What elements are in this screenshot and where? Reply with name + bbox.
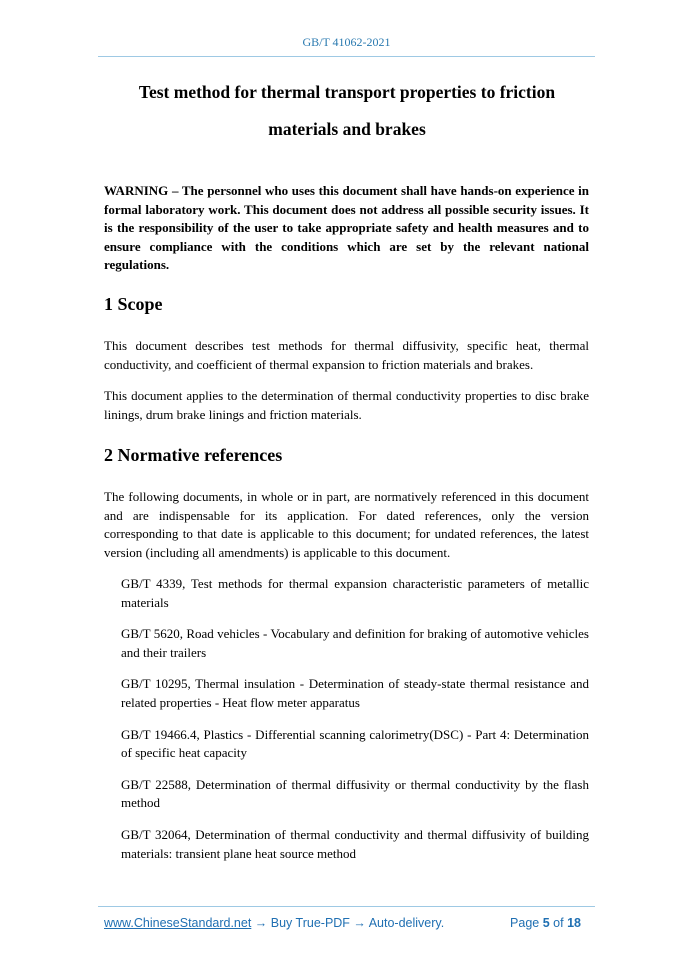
section-heading-scope: 1 Scope — [104, 294, 163, 314]
page-indicator — [510, 916, 581, 930]
page-label: Page — [510, 916, 540, 930]
reference-item: GB/T 22588, Determination of thermal diffusivity or thermal conductivity by the flash method — [121, 776, 589, 811]
reference-item: GB/T 5620, Road vehicles - Vocabulary and definition for braking of automotive vehicles and their trailers — [121, 626, 589, 660]
page-of-label: of — [553, 916, 564, 930]
page-footer — [104, 916, 589, 934]
footer-promo-text: → Buy True-PDF → Auto-delivery. — [251, 916, 445, 930]
reference-item: GB/T 19466.4, Plastics - Differential scanning calorimetry(DSC) - Part 4: Determination of specific heat capacity — [121, 726, 589, 761]
warning-notice: WARNING – The personnel who uses this document shall have hands-on experience in formal laboratory work. This document does not address all possible security issues. It is the responsibility of the user to take appropriate safety and health measures and to ensure compliance with the conditions which are set by the relevant national regulations. — [104, 183, 589, 273]
current-page-number: 5 — [542, 916, 550, 930]
scope-paragraph-2: This document applies to the determination of thermal conductivity properties to disc brake linings, drum brake linings and friction materials. — [104, 388, 589, 422]
footer-divider — [98, 906, 595, 907]
website-link[interactable]: www.ChineseStandard.net — [104, 916, 252, 930]
footer-promo — [104, 916, 444, 930]
reference-item: GB/T 10295, Thermal insulation - Determination of steady-state thermal resistance and related properties - Heat flow meter apparatus — [121, 676, 589, 710]
reference-item: GB/T 4339, Test methods for thermal expansion characteristic parameters of metallic materials — [121, 576, 589, 610]
header-divider — [98, 56, 595, 57]
section-heading-normative-references: 2 Normative references — [104, 445, 283, 465]
document-code-header: GB/T 41062-2021 — [302, 35, 391, 49]
normative-reference-list — [121, 575, 589, 876]
total-pages-number: 18 — [567, 916, 581, 930]
reference-item: GB/T 32064, Determination of thermal conductivity and thermal diffusivity of building materials: transient plane heat source method — [121, 826, 589, 861]
normative-intro-paragraph: The following documents, in whole or in part, are normatively referenced in this document and are indispensable for its application. For dated references, only the version corresponding to that date is applicable to this document; for undated references, the latest version (including all amendments) is applicable to this document. — [104, 489, 589, 560]
scope-paragraph-1: This document describes test methods for thermal diffusivity, specific heat, thermal conductivity, and coefficient of thermal expansion to friction materials and brakes. — [104, 338, 589, 372]
document-title-line-1: Test method for thermal transport properties to friction — [138, 82, 556, 102]
document-title-line-2: materials and brakes — [268, 119, 426, 139]
